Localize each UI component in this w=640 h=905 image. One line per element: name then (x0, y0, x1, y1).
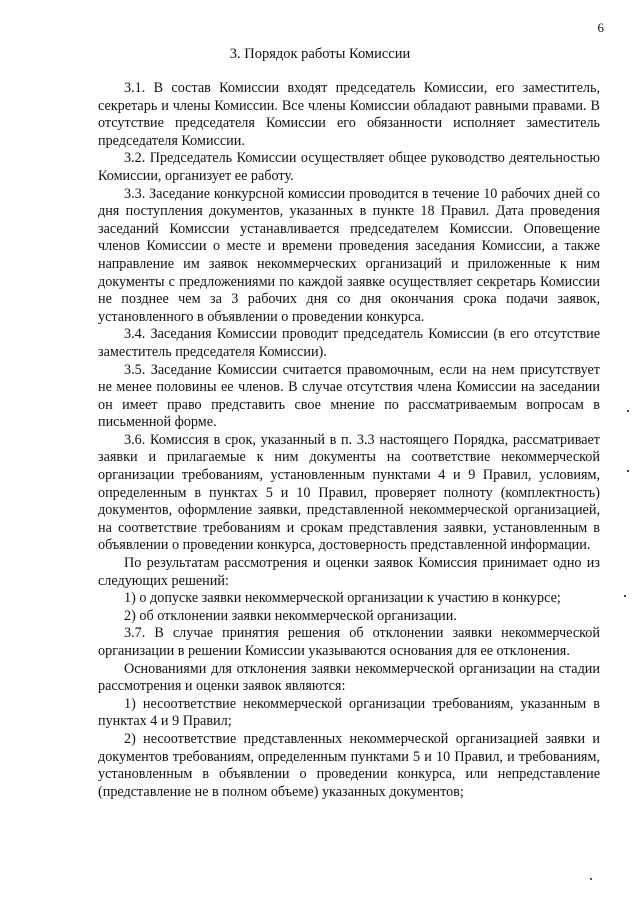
list-item-decision-2: 2) об отклонении заявки некоммерческой организации. (124, 607, 457, 624)
page-number: 6 (597, 20, 604, 35)
paragraph-3-1: 3.1. В состав Комиссии входят председатель Комиссии, его заместитель, секретарь и члены Комиссии. Все члены Комиссии обладают равными правами. В отсутствие председателя Комиссии его обязанности исполняет заместитель председателя Комиссии. (98, 80, 600, 149)
paragraph-grounds-intro: Основаниями для отклонения заявки некоммерческой организации на стадии рассмотрения и оценки заявок являются: (98, 660, 600, 695)
list-item-ground-2: 2) несоответствие представленных некоммерческой организацией заявки и документов требованиям, определенным пунктами 5 и 10 Правил, и требованиям, установленным в объявлении о проведении конкурса, или непредставление (представление не в полном объеме) указанных документов; (98, 730, 600, 800)
list-item-ground-1: 1) несоответствие некоммерческой организации требованиям, указанным в пунктах 4 и 9 Правил; (98, 695, 600, 730)
paragraph-decision-intro: По результатам рассмотрения и оценки заявок Комиссия принимает одно из следующих решений: (98, 555, 600, 589)
paragraph-3-3: 3.3. Заседание конкурсной комиссии проводится в течение 10 рабочих дней со дня поступления документов, указанных в пункте 18 Правил. Дата проведения заседаний Комиссии устанавливается председателем Комиссии. Оповещение членов Комиссии о месте и времени проведения заседания Комиссии, а также направление им заявок некоммерческих организаций и приложенные к ним документы с предложениями по каждой заявке осуществляет секретарь Комиссии не позднее чем за 3 рабочих дня со дня окончания срока подачи заявок, установленного в объявлении о проведении конкурса. (98, 185, 600, 325)
paragraph-3-4: 3.4. Заседания Комиссии проводит председатель Комиссии (в его отсутствие заместитель председателя Комиссии). (98, 326, 600, 360)
paragraph-3-2: 3.2. Председатель Комиссии осуществляет общее руководство деятельностью Комиссии, организует ее работу. (98, 150, 600, 184)
list-item-decision-1: 1) о допуске заявки некоммерческой организации к участию в конкурсе; (124, 590, 561, 607)
section-title: 3. Порядок работы Комиссии (229, 46, 411, 62)
document-body (98, 80, 600, 801)
paragraph-3-6: 3.6. Комиссия в срок, указанный в п. 3.3 настоящего Порядка, рассматривает заявки и прилагаемые к ним документы на соответствие некоммерческой организации требованиям, установленным пунктами 4 и 9 Правил, условиям, определенным в пунктах 5 и 10 Правил, проверяет полноту (комплектность) документов, оформление заявки, представленной некоммерческой организацией, на соответствие требованиям и срокам представления заявки, установленным в объявлении о проведении конкурса, достоверность представленной информации. (98, 431, 600, 554)
paragraph-3-7: 3.7. В случае принятия решения об отклонении заявки некоммерческой организации в решении Комиссии указываются основания для ее отклонения. (98, 625, 600, 659)
paragraph-3-5: 3.5. Заседание Комиссии считается правомочным, если на нем присутствует не менее половины ее членов. В случае отсутствия члена Комиссии на заседании он имеет право представить свое мнение по рассматриваемым вопросам в письменной форме. (98, 361, 600, 431)
